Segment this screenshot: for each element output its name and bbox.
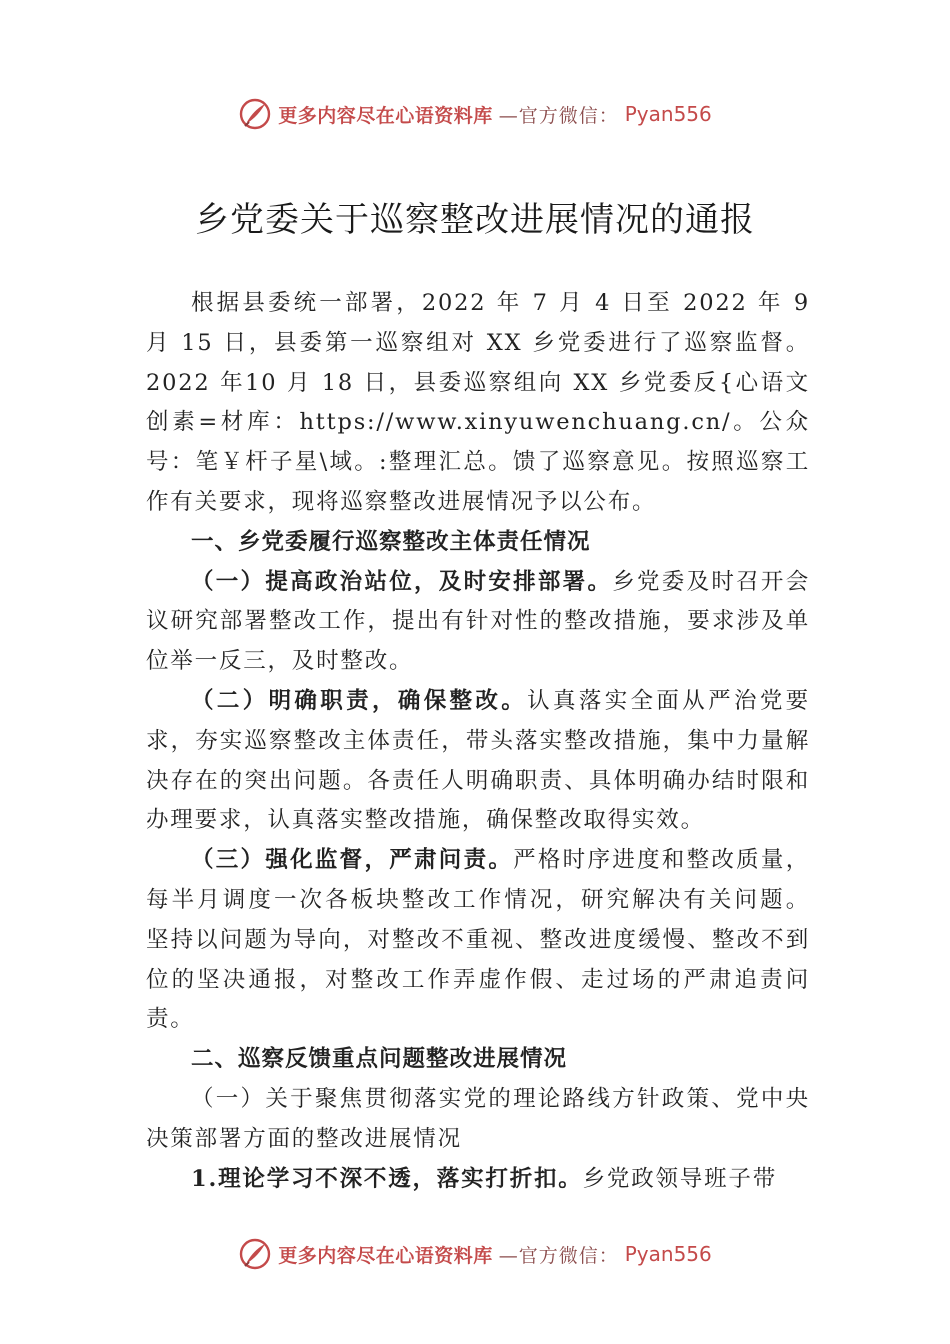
banner-library-text: 更多内容尽在心语资料库 [278, 1244, 493, 1267]
intro-paragraph: 根据县委统一部署，2022 年 7 月 4 日至 2022 年 9 月 15 日，县委第一巡察组对 XX 乡党委进行了巡察监督。2022 年10 月 18 日，县委巡察组向 XX 乡党委反{心语文创素=材库：https://www.xinyuwenchuang.cn/。公众号：笔￥杆子星\域。:整理汇总。馈了巡察意见。按照巡察工作有关要求，现将巡察整改进展情况予以公布。 [146, 290, 810, 515]
paragraph-3 [146, 841, 810, 1040]
quill-logo-icon [238, 97, 272, 131]
banner-library-text: 更多内容尽在心语资料库 [278, 104, 493, 127]
paragraph-3-lead: （三）强化监督，严肃问责。 [191, 847, 514, 874]
paragraph-3-text: 严格时序进度和整改质量，每半月调度一次各板块整改工作情况，研究解决有关问题。 坚持以问题为导向，对整改不重视、整改进度缓慢、整改不到位的坚决通报，对整改工作弄虚作假、走过场的严肃追责问责。 [146, 847, 810, 1033]
banner-wechat-id: Pyan556 [624, 102, 712, 126]
paragraph-4: （一）关于聚焦贯彻落实党的理论路线方针政策、党中央决策部署方面的整改进展情况 [146, 1085, 810, 1152]
paragraph-2 [146, 682, 810, 841]
document-title: 乡党委关于巡察整改进展情况的通报 [195, 200, 755, 240]
banner-wechat-label: —官方微信： [498, 104, 619, 127]
paragraph-2-text: 认真落实全面从严治党要求，夯实巡察整改主体责任，带头落实整改措施，集中力量解决存在的突出问题。各责任人明确职责、具体明确办结时限和办理要求，认真落实整改措施，确保整改取得实效。 [146, 687, 810, 834]
paragraph-5 [146, 1160, 810, 1200]
paragraph-1-text: 乡党委及时召开会议研究部署整改工作，提出有针对性的整改措施，要求涉及单位举一反三，及时整改。 [146, 568, 810, 675]
paragraph-2-lead: （二）明确职责，确保整改。 [191, 687, 528, 714]
banner-wechat-id: Pyan556 [624, 1242, 712, 1266]
banner-wechat-label: —官方微信： [498, 1244, 619, 1267]
header-banner [0, 94, 950, 134]
paragraph-5-lead: 1.理论学习不深不透，落实打折扣。 [191, 1165, 583, 1192]
document-body [146, 284, 810, 1199]
paragraph-5-text: 乡党政领导班子带 [582, 1165, 777, 1192]
section-heading-2: 二、巡察反馈重点问题整改进展情况 [191, 1046, 568, 1073]
paragraph-1-lead: （一）提高政治站位，及时安排部署。 [191, 568, 613, 595]
section-heading-1: 一、乡党委履行巡察整改主体责任情况 [191, 528, 591, 555]
quill-logo-icon [238, 1237, 272, 1271]
footer-banner [0, 1234, 950, 1274]
paragraph-1 [146, 563, 810, 682]
